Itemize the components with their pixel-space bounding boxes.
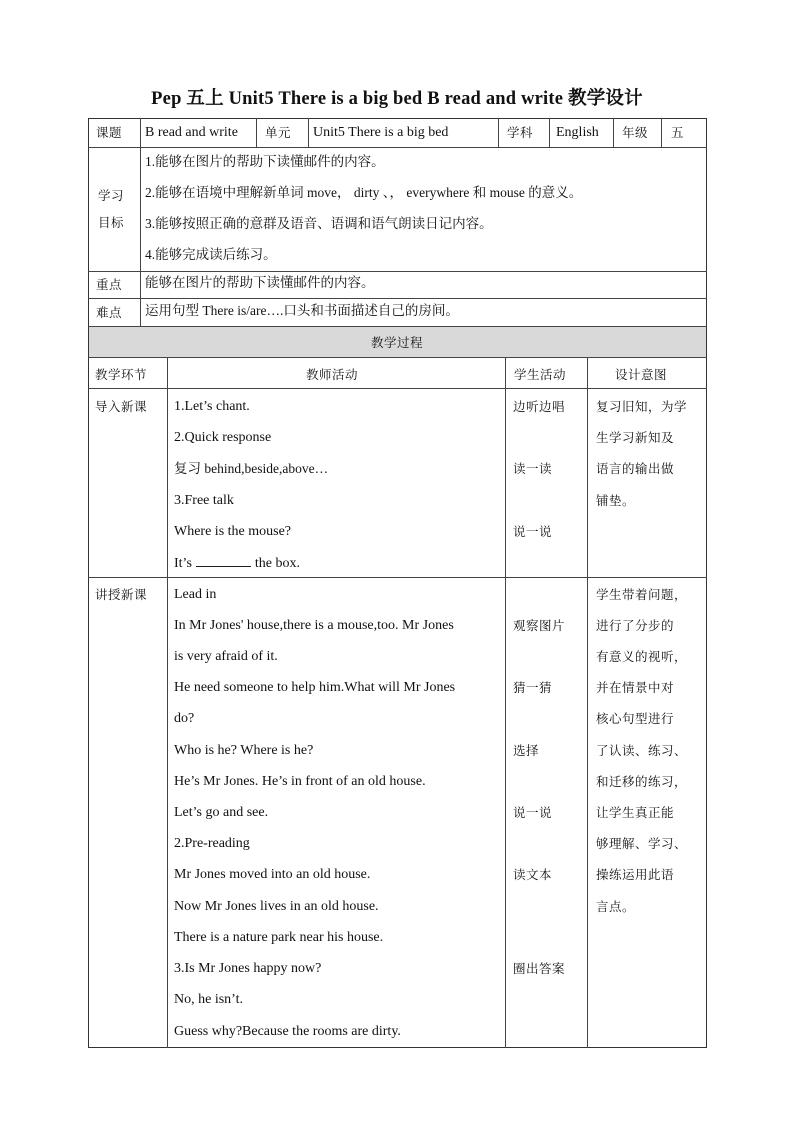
design-intent-line: 操练运用此语 (596, 867, 675, 882)
student-activity: 边听边唱 (513, 399, 566, 414)
teacher-activity-line: Who is he? Where is he? (174, 743, 314, 758)
topic-label: 课题 (96, 125, 123, 140)
design-intent-line: 生学习新知及 (596, 430, 675, 445)
student-activity: 读一读 (513, 461, 553, 476)
design-intent-line: 有意义的视听， (596, 649, 688, 664)
student-activity: 选择 (513, 743, 540, 758)
difficulty-value: 运用句型 There is/are….口头和书面描述自己的房间。 (145, 303, 459, 318)
subject-value: English (556, 125, 599, 140)
teacher-activity-line: Let’s go and see. (174, 805, 269, 820)
difficulty-label: 难点 (96, 305, 123, 320)
design-intent-line: 够理解、学习、 (596, 836, 688, 851)
teacher-activity-line: In Mr Jones' house,there is a mouse,too. Mr Jones (174, 618, 454, 633)
teacher-activity-line: Where is the mouse? (174, 524, 292, 539)
student-activity: 猜一猜 (513, 680, 553, 695)
teacher-activity-line: 1.Let’s chant. (174, 399, 250, 414)
teacher-activity-line: 2.Quick response (174, 430, 272, 445)
answer-blank (196, 554, 251, 567)
teacher-activity-line: 2.Pre-reading (174, 836, 250, 851)
student-activity: 读文本 (513, 867, 553, 882)
design-intent-line: 进行了分步的 (596, 618, 675, 633)
teacher-activity-line: 3.Free talk (174, 493, 234, 508)
student-activity: 观察图片 (513, 618, 566, 633)
objective-item: 1.能够在图片的帮助下读懂邮件的内容。 (145, 154, 385, 169)
process-header: 教学过程 (370, 335, 423, 350)
student-activity: 说一说 (513, 805, 553, 820)
design-intent-line: 言点。 (596, 899, 636, 914)
blank-prefix: It’s (174, 556, 192, 571)
stage-label: 导入新课 (95, 399, 148, 414)
teacher-activity-line: He’s Mr Jones. He’s in front of an old house. (174, 774, 426, 789)
objective-item: 3.能够按照正确的意群及语音、语调和语气朗读日记内容。 (145, 216, 493, 231)
design-intent-line: 和迁移的练习， (596, 774, 688, 789)
teacher-activity-line: No, he isn’t. (174, 992, 243, 1007)
teacher-activity-line: 复习 behind,beside,above… (174, 461, 329, 476)
design-intent-line: 铺垫。 (596, 493, 636, 508)
objective-item: 2.能够在语境中理解新单词 move， dirty 、， everywhere 和 mouse 的意义。 (145, 185, 583, 200)
design-intent-line: 核心句型进行 (596, 711, 675, 726)
grade-value: 五 (671, 125, 685, 140)
column-header-student: 学生活动 (514, 367, 567, 382)
teacher-activity-line: Mr Jones moved into an old house. (174, 867, 371, 882)
design-intent-line: 复习旧知，为学 (596, 399, 688, 414)
objective-item: 4.能够完成读后练习。 (145, 247, 277, 262)
objectives-label-line2: 目标 (98, 215, 125, 230)
unit-value: Unit5 There is a big bed (313, 125, 449, 140)
teacher-activity-line: Now Mr Jones lives in an old house. (174, 899, 379, 914)
stage-label: 讲授新课 (95, 587, 148, 602)
key-point-value: 能够在图片的帮助下读懂邮件的内容。 (145, 275, 375, 290)
student-activity: 说一说 (513, 524, 553, 539)
column-header-stage: 教学环节 (95, 367, 148, 382)
grade-label: 年级 (622, 125, 649, 140)
blank-suffix: the box. (254, 556, 300, 571)
design-intent-line: 让学生真正能 (596, 805, 675, 820)
design-intent-line: 并在情景中对 (596, 680, 675, 695)
student-activity: 圈出答案 (513, 961, 566, 976)
subject-label: 学科 (507, 125, 534, 140)
key-point-label: 重点 (96, 277, 123, 292)
unit-label: 单元 (265, 125, 292, 140)
teacher-activity-line: There is a nature park near his house. (174, 930, 384, 945)
topic-value: B read and write (145, 125, 238, 140)
teacher-activity-line: 3.Is Mr Jones happy now? (174, 961, 322, 976)
objectives-label-line1: 学习 (98, 188, 125, 203)
design-intent-line: 语言的输出做 (596, 461, 675, 476)
design-intent-line: 学生带着问题， (596, 587, 688, 602)
document-title: Pep 五上 Unit5 There is a big bed B read and write 教学设计 (151, 89, 643, 109)
teacher-activity-line: He need someone to help him.What will Mr Jones (174, 680, 456, 695)
teacher-activity-line: Guess why?Because the rooms are dirty. (174, 1024, 401, 1039)
fill-in-blank-line (174, 554, 300, 573)
teacher-activity-line: Lead in (174, 587, 217, 602)
column-header-teacher: 教师活动 (306, 367, 359, 382)
column-header-intent: 设计意图 (615, 367, 668, 382)
design-intent-line: 了认读、练习、 (596, 743, 688, 758)
teacher-activity-line: is very afraid of it. (174, 649, 278, 664)
teacher-activity-line: do? (174, 711, 195, 726)
